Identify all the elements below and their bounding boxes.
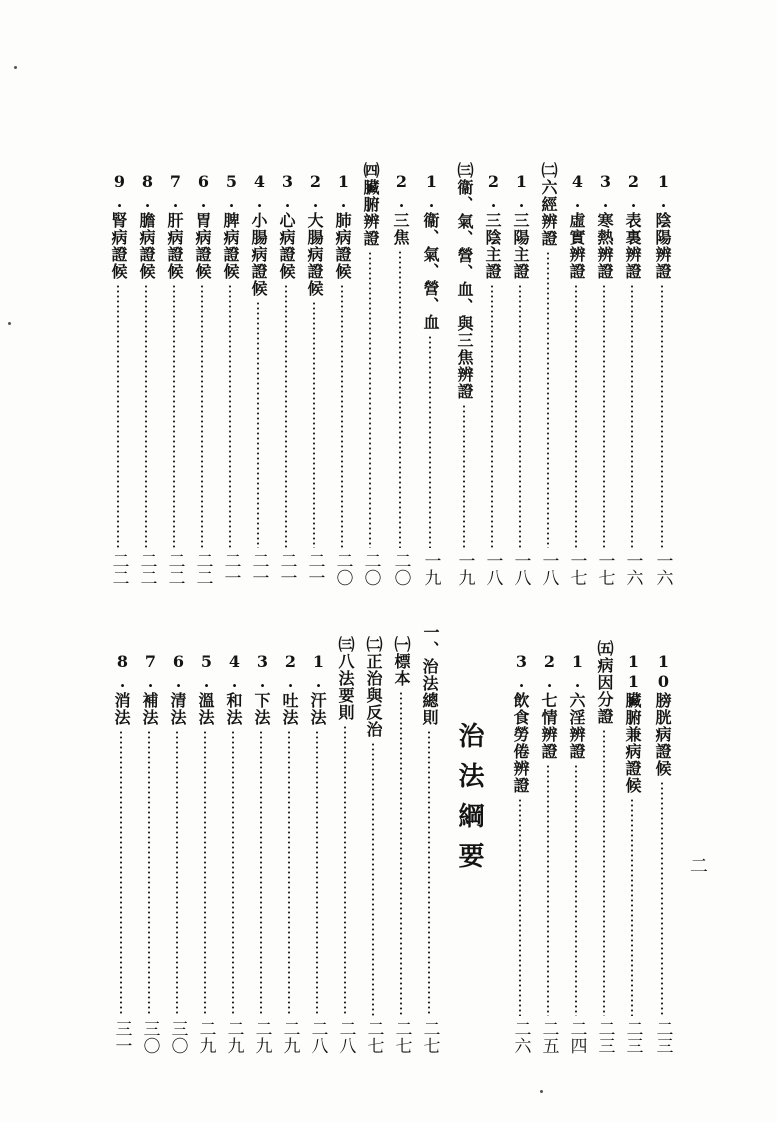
toc-entry-title: 三陰主證 [483,212,502,280]
leader-dots [288,730,290,1016]
toc-entry-title: 肺病證候 [333,212,352,280]
toc-entry-title: 肝病證候 [165,212,184,280]
toc-entry [507,652,533,1054]
toc-entry-page: 二四 [566,1020,587,1054]
toc-entry-page: 一六 [622,552,643,586]
toc-entry-title: 虛實辨證 [567,212,586,280]
toc-entry-title: 飲食勞倦辨證 [511,692,530,794]
toc-entry-title: 治法總則 [420,658,439,726]
toc-entry-number: 2. [484,172,503,212]
leader-dots [344,725,346,1016]
toc-entry-title: 七情辨證 [539,692,558,760]
leader-dots [463,404,465,548]
toc-entry-number: 9. [110,172,129,212]
leader-dots [547,251,549,548]
toc-entry-page: 二一 [304,552,325,586]
toc-entry-number: 1. [568,652,587,692]
toc-entry-page: 一七 [566,552,587,586]
leader-dots [519,798,521,1016]
toc-entry-title: 腎病證候 [109,212,128,280]
leader-dots [631,798,633,1016]
toc-entry-page: 二二 [164,552,185,586]
toc-entry-page: 二三 [652,1020,673,1054]
toc-entry-title: 三陽主證 [511,212,530,280]
toc-entry-number: 8. [113,652,132,692]
toc-entry [507,172,533,586]
toc-entry-page: 二九 [251,1020,272,1054]
toc-entry-page: 二七 [419,1020,440,1054]
toc-entry-page: 二九 [279,1020,300,1054]
toc-entry [189,172,215,586]
toc-entry [563,652,589,1054]
toc-entry-title: 吐法 [280,692,299,726]
toc-entry-title: ㈤病因分證 [595,640,614,725]
toc-entry-number: 10 [654,652,673,692]
toc-entry-page: 二三 [594,1020,615,1054]
toc-entry-page: 二二 [192,552,213,586]
toc-entry-page: 一七 [594,552,615,586]
toc-entry [535,652,561,1054]
toc-entry [332,636,358,1054]
toc-entry-title: 胃病證候 [193,212,212,280]
toc-entry [273,172,299,586]
toc-entry [192,652,218,1054]
toc-entry-title: 下法 [252,692,271,726]
leader-dots [603,284,605,548]
toc-entry-page: 一八 [482,552,503,586]
toc-entry-number: 11 [624,652,643,692]
toc-entry [416,624,442,1054]
toc-entry-title: 清法 [168,692,187,726]
toc-entry [619,652,645,1054]
toc-entry-number: 3. [253,652,272,692]
toc-entry-page: 一八 [510,552,531,586]
leader-dots [519,284,521,548]
toc-entry-title: 汗法 [308,692,327,726]
toc-entry [417,172,443,586]
toc-entry [479,172,505,586]
leader-dots [603,729,605,1016]
toc-entry-number: 3. [278,172,297,212]
toc-entry-title: 表裏辨證 [623,212,642,280]
toc-entry [133,172,159,586]
section-title: 治法綱要 [454,722,484,882]
toc-entry [451,162,477,586]
toc-entry [563,172,589,586]
toc-entry [535,162,561,586]
toc-entry [591,172,617,586]
toc-entry [388,636,414,1054]
toc-entry-number: 1. [309,652,328,692]
toc-entry [245,172,271,586]
leader-dots [428,730,430,1016]
leader-dots [148,730,150,1016]
scan-speck [540,1090,543,1093]
toc-entry-page: 二七 [363,1020,384,1054]
toc-entry [301,172,327,586]
leader-dots [145,284,147,548]
toc-entry-title: 小腸病證候 [249,212,268,297]
toc-entry-title: 六淫辨證 [567,692,586,760]
toc-entry-page: 二一 [276,552,297,586]
toc-entry-number: 1. [654,172,673,212]
toc-entry-title: 寒熱辨證 [595,212,614,280]
toc-entry-page: 二〇 [390,552,411,586]
toc-entry [387,172,413,586]
toc-entry [136,652,162,1054]
toc-entry-page: 一八 [538,552,559,586]
toc-entry-title: 膀胱病證候 [653,692,672,777]
toc-entry-page: 三〇 [167,1020,188,1054]
toc-entry-page: 二二 [108,552,129,586]
leader-dots [661,781,663,1016]
toc-entry-number: 7. [166,172,185,212]
toc-entry-title: 心病證候 [277,212,296,280]
toc-entry [108,652,134,1054]
leader-dots [229,284,231,548]
toc-entry-page: 二六 [510,1020,531,1054]
toc-entry-title: 三焦 [391,212,410,246]
leader-dots [399,250,401,548]
leader-dots [429,335,431,548]
leader-dots [372,742,374,1016]
scan-speck [8,322,11,325]
toc-entry-page: 二五 [538,1020,559,1054]
toc-entry-number: 4. [225,652,244,692]
toc-entry [304,652,330,1054]
toc-entry-page: 二一 [220,552,241,586]
toc-entry [276,652,302,1054]
toc-entry [217,172,243,586]
leader-dots [575,284,577,548]
toc-entry-page: 三〇 [139,1020,160,1054]
leader-dots [369,251,371,548]
toc-entry-number: 1. [334,172,353,212]
toc-entry-number: 2. [392,172,411,212]
leader-dots [204,730,206,1016]
toc-entry [649,652,675,1054]
leader-dots [232,730,234,1016]
toc-entry-number: 2. [306,172,325,212]
leader-dots [176,730,178,1016]
toc-entry [248,652,274,1054]
toc-entry-title: 大腸病證候 [305,212,324,297]
leader-dots [120,730,122,1016]
toc-entry-page: 二九 [223,1020,244,1054]
toc-entry-title: 和法 [224,692,243,726]
leader-dots [631,284,633,548]
leader-dots [285,284,287,548]
toc-entry-page: 三一 [111,1020,132,1054]
toc-entry-number: 2. [624,172,643,212]
toc-entry-number: 4. [568,172,587,212]
leader-dots [341,284,343,548]
toc-entry-page: 一六 [652,552,673,586]
toc-entry-title: 臟腑兼病證候 [623,692,642,794]
leader-dots [201,284,203,548]
toc-entry [649,172,675,586]
toc-entry-number: 5. [197,652,216,692]
toc-entry-title: 衞、氣、營、血 [421,212,440,331]
toc-entry-number: 1. [512,172,531,212]
toc-entry [164,652,190,1054]
toc-entry-page: 二二 [136,552,157,586]
toc-entry-title: 溫法 [196,692,215,726]
toc-entry [105,172,131,586]
toc-entry-number: 2. [540,652,559,692]
leader-dots [400,691,402,1016]
leader-dots [575,764,577,1016]
scan-speck [14,66,17,69]
toc-entry-page: 二〇 [332,552,353,586]
toc-entry-title: ㈡正治與反治 [364,636,383,738]
toc-entry-title: ㈠標本 [392,636,411,687]
toc-entry-title: 脾病證候 [221,212,240,280]
toc-entry-page: 一九 [454,552,475,586]
toc-entry [220,652,246,1054]
toc-entry-number: 6. [169,652,188,692]
leader-dots [117,284,119,548]
toc-entry-number: 1. [422,172,441,212]
toc-entry-number: 4. [250,172,269,212]
leader-dots [260,730,262,1016]
toc-entry-title: 補法 [140,692,159,726]
toc-entry-number: 5. [222,172,241,212]
toc-entry-page: 二三 [622,1020,643,1054]
toc-entry-number: 8. [138,172,157,212]
toc-entry-page: 二八 [335,1020,356,1054]
toc-entry-page: 一九 [420,552,441,586]
toc-entry [619,172,645,586]
toc-entry-title: ㈣臟腑辨證 [361,162,380,247]
toc-entry [360,636,386,1054]
page-number: 二 [687,856,708,874]
toc-entry [591,640,617,1054]
toc-entry-page: 二〇 [360,552,381,586]
toc-entry-page: 二八 [307,1020,328,1054]
toc-entry-number: 7. [141,652,160,692]
toc-entry-number: 3. [512,652,531,692]
leader-dots [313,301,315,548]
leader-dots [491,284,493,548]
toc-entry-page: 二七 [391,1020,412,1054]
toc-entry-title: ㈢衞、氣、營、血、與三焦辨證 [455,162,474,400]
toc-entry [161,172,187,586]
leader-dots [316,730,318,1016]
toc-entry-title: 膽病證候 [137,212,156,280]
leader-dots [257,301,259,548]
toc-entry-title: 消法 [112,692,131,726]
leader-dots [661,284,663,548]
toc-entry-number: 6. [194,172,213,212]
toc-entry [329,172,355,586]
toc-entry-title: ㈡六經辨證 [539,162,558,247]
toc-entry-title: 陰陽辨證 [653,212,672,280]
toc-entry [357,162,383,586]
leader-dots [173,284,175,548]
toc-entry-page: 二九 [195,1020,216,1054]
toc-entry-page: 二一 [248,552,269,586]
leader-dots [547,764,549,1016]
toc-entry-title: ㈢八法要則 [336,636,355,721]
toc-entry-number: 3. [596,172,615,212]
toc-entry-number: 2. [281,652,300,692]
toc-entry-number: 一、 [421,624,440,658]
